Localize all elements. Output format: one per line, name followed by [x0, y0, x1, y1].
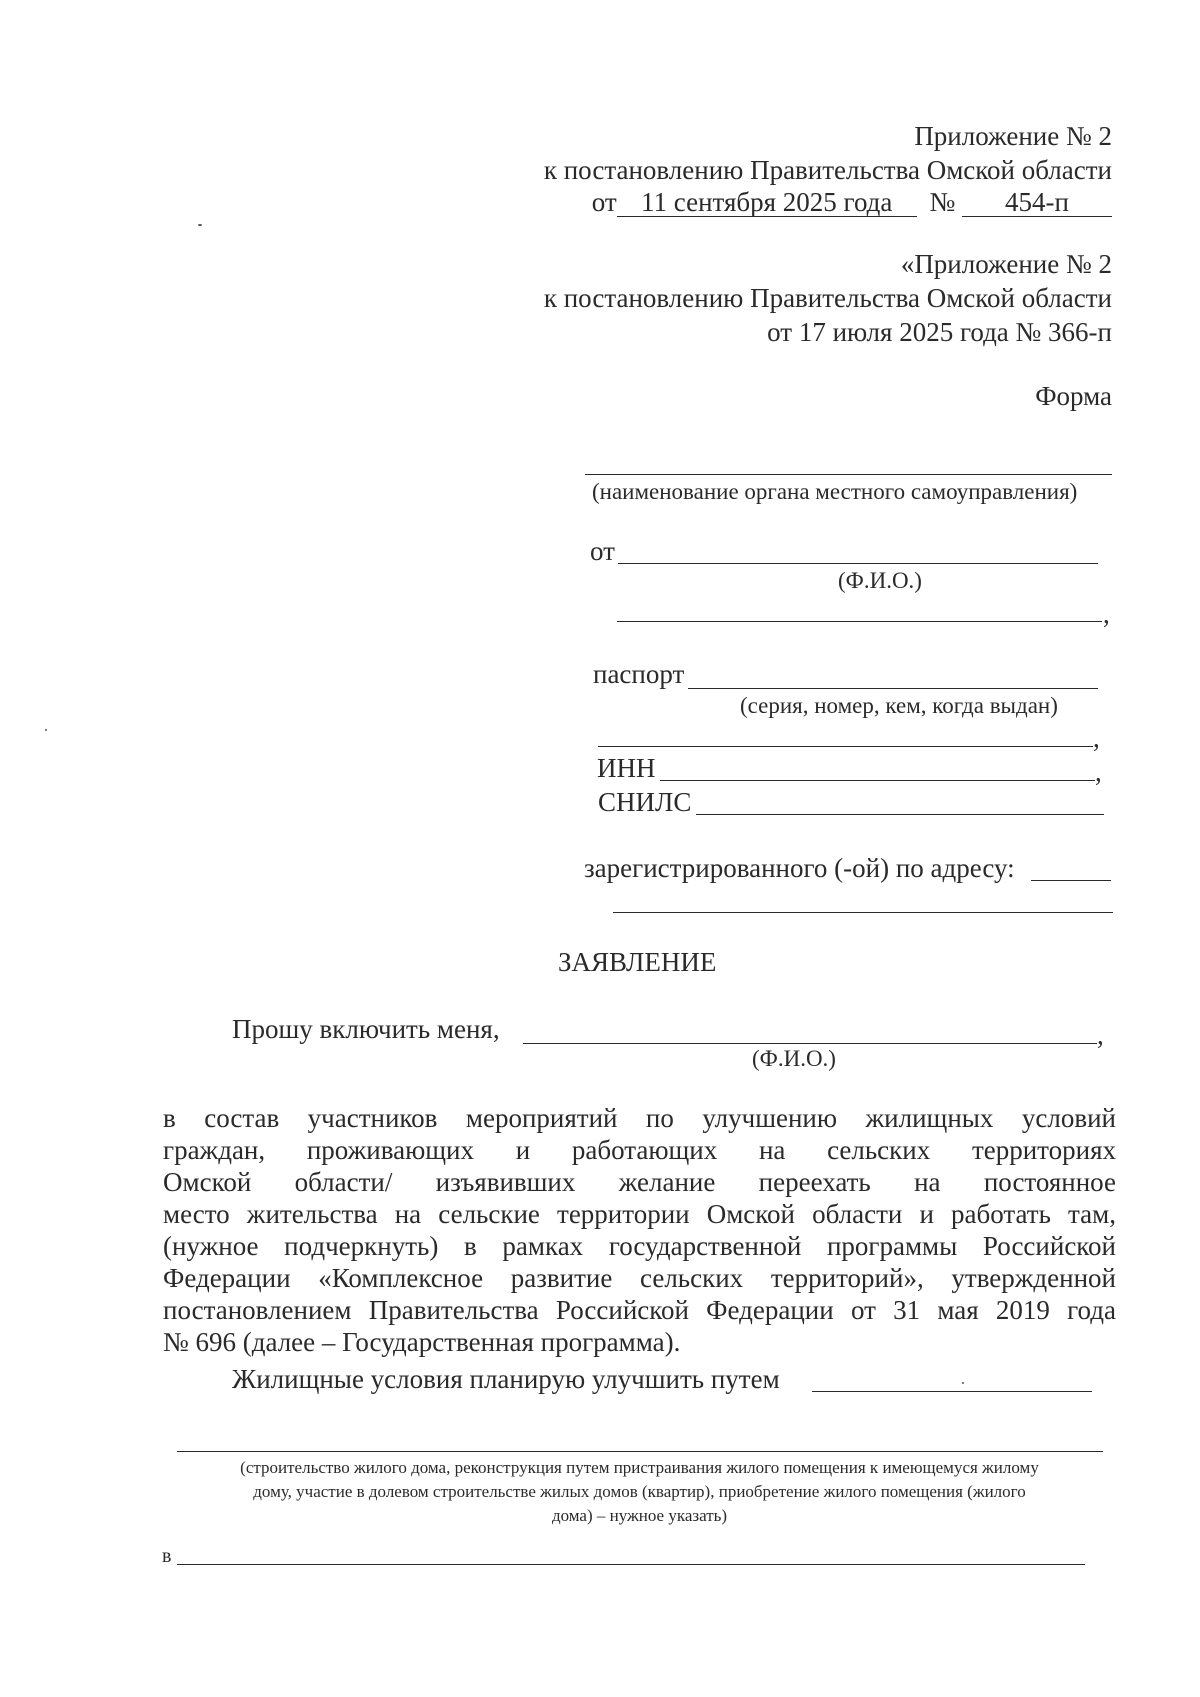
paragraph-line: № 696 (далее – Государственная программа). — [163, 1327, 681, 1357]
passport-caption: (серия, номер, кем, когда выдан) — [740, 693, 1058, 718]
paragraph-line: постановлением Правительства Российской Федерации от 31 мая 2019 года — [163, 1295, 1116, 1325]
number-value: 454-п — [962, 188, 1112, 217]
inn-line — [660, 780, 1095, 781]
paragraph-line: в состав участников мероприятий по улучшению жилищных условий — [163, 1103, 1116, 1133]
organ-name-caption: (наименование органа местного самоуправления) — [592, 479, 1078, 504]
passport-continuation-comma: , — [1093, 723, 1100, 753]
appendix-title: Приложение № 2 — [914, 121, 1112, 151]
scan-speck — [198, 224, 202, 226]
fio-continuation-line — [617, 621, 1102, 622]
request-prefix: Прошу включить меня, — [232, 1014, 500, 1044]
method-caption-line: (строительство жилого дома, реконструкция путем пристраивания жилого помещения к имеющемуся жилому — [240, 1458, 1039, 1477]
scan-speck — [45, 729, 47, 731]
registered-address-label: зарегистрированного (-ой) по адресу: — [584, 853, 1015, 883]
inn-label: ИНН — [597, 753, 656, 783]
from-fio-line — [618, 563, 1098, 564]
form-label: Форма — [1035, 381, 1112, 411]
request-fio-caption: (Ф.И.О.) — [752, 1046, 836, 1071]
passport-continuation-line — [598, 746, 1093, 747]
method-caption-line: дому, участие в долевом строительстве жилых домов (квартир), приобретение жилого помещения (жилого — [253, 1482, 1026, 1501]
address-line-2 — [613, 912, 1113, 913]
passport-line — [688, 688, 1098, 689]
paragraph-line: место жительства на сельские территории Омской области и работать там, — [163, 1199, 1116, 1229]
resolution-date-line — [592, 186, 1112, 218]
request-fio-comma: , — [1097, 1020, 1104, 1050]
in-label: в — [162, 1545, 172, 1567]
improve-method-line — [812, 1391, 1092, 1392]
request-fio-line — [523, 1043, 1097, 1044]
statement-title: ЗАЯВЛЕНИЕ — [558, 947, 717, 977]
from-fio-caption: (Ф.И.О.) — [838, 568, 922, 593]
organ-name-line — [585, 474, 1112, 475]
resolution-reference: к постановлению Правительства Омской области — [543, 155, 1112, 185]
passport-label: паспорт — [593, 659, 685, 689]
paragraph-line: Омской области/ изъявивших желание переехать на постоянное — [163, 1167, 1116, 1197]
statement-paragraph — [163, 1102, 1116, 1358]
paragraph-line: Федерации «Комплексное развитие сельских территорий», утвержденной — [163, 1263, 1116, 1293]
snils-label: СНИЛС — [598, 787, 692, 817]
scan-speck — [962, 1382, 964, 1384]
method-caption-line: дома) – нужное указать) — [551, 1506, 728, 1525]
address-line-1 — [1031, 880, 1111, 881]
paragraph-line: граждан, проживающих и работающих на сельских территориях — [163, 1135, 1116, 1165]
inn-comma: , — [1095, 757, 1102, 787]
fio-continuation-comma: , — [1103, 599, 1110, 629]
snils-line — [696, 814, 1104, 815]
date-value: 11 сентября 2025 года — [617, 188, 917, 217]
quoted-appendix-title: «Приложение № 2 — [900, 249, 1112, 279]
in-line — [177, 1564, 1085, 1565]
paragraph-line: (нужное подчеркнуть) в рамках государственной программы Российской — [163, 1231, 1116, 1261]
from-label: от — [590, 536, 615, 566]
method-detail-line — [177, 1451, 1103, 1452]
quoted-resolution-reference: к постановлению Правительства Омской области — [543, 283, 1112, 313]
method-caption — [163, 1456, 1116, 1528]
quoted-resolution-date: от 17 июля 2025 года № 366-п — [767, 317, 1112, 347]
date-prefix: от — [591, 187, 617, 217]
number-sign: № — [929, 187, 956, 217]
improve-method-prefix: Жилищные условия планирую улучшить путем — [232, 1364, 780, 1394]
